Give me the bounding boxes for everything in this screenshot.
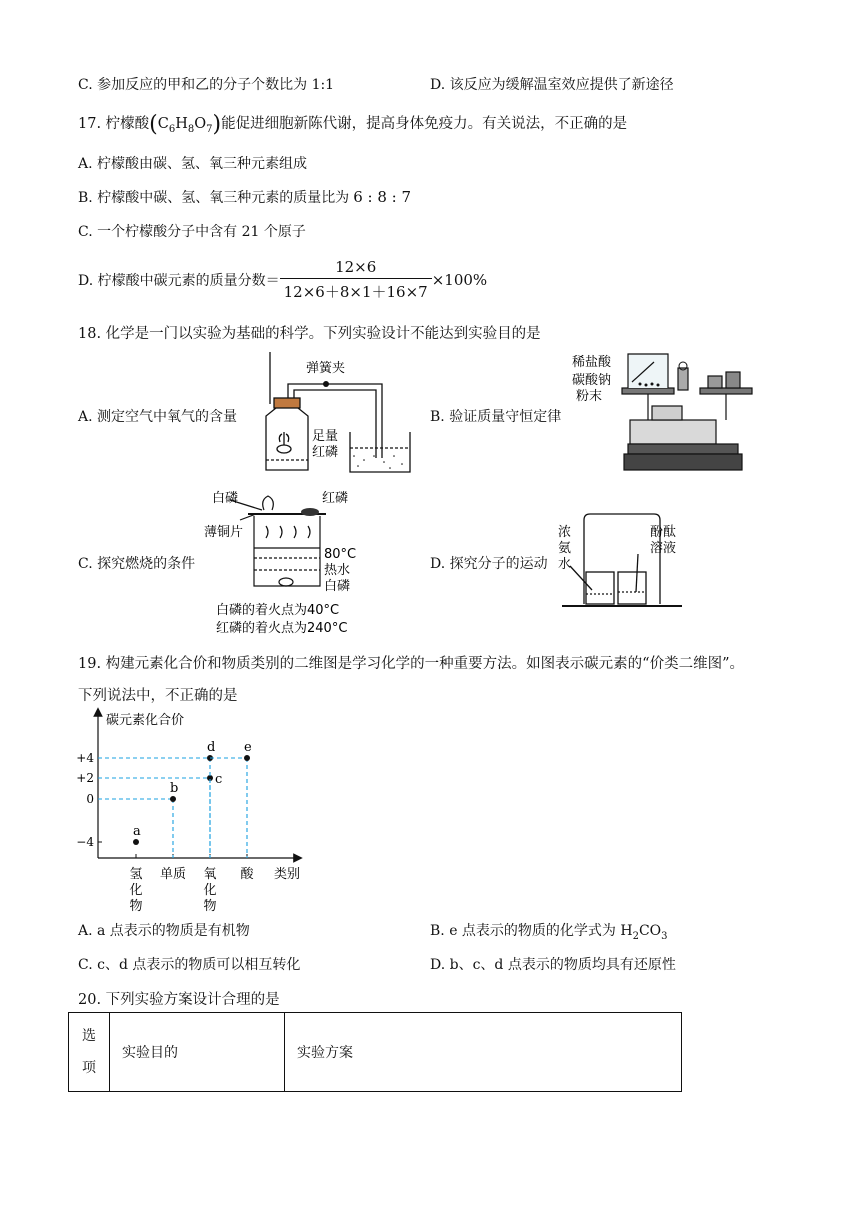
fig-c-note-2: 红磷的着火点为240°C xyxy=(216,621,348,636)
figure-molecule-motion xyxy=(556,510,686,610)
fig-b-powder-label-1: 碳酸钠 xyxy=(572,373,612,388)
q18-option-a: A. 测定空气中氧气的含量 xyxy=(78,409,238,425)
figure-balance xyxy=(568,348,758,478)
q19-stem-line-1: 19. 构建元素化合价和物质类别的二维图是学习化学的一种重要方法。如图表示碳元素的“价类二维图”。 xyxy=(78,656,744,672)
q19-option-b xyxy=(430,920,668,942)
q20-stem: 20. 下列实验方案设计合理的是 xyxy=(78,992,280,1008)
q17-stem-post: 能促进细胞新陈代谢，提高身体免疫力。有关说法，不正确的是 xyxy=(221,116,628,132)
chart-point-b xyxy=(170,796,176,802)
q17-option-a: A. 柠檬酸由碳、氢、氧三种元素组成 xyxy=(78,156,308,172)
fig-d-phenol-label-1: 酚酞 xyxy=(650,525,677,540)
chart-x-tick-label: 物 xyxy=(203,899,217,914)
q17-formula-close: ) xyxy=(212,112,222,137)
chart-y-tick-label: +2 xyxy=(76,771,94,785)
chart-point-label-c: c xyxy=(215,772,223,787)
chart-x-tick-label: 氧 xyxy=(203,867,217,882)
q17-formula: $C_6H_8O_7$ xyxy=(157,116,213,135)
q17-option-b xyxy=(78,187,411,207)
fig-d-phenol-label-2: 溶液 xyxy=(650,541,677,556)
chart-y-label: 碳元素化合价 xyxy=(106,713,185,728)
chart-x-tick-label: 化 xyxy=(129,883,143,898)
figure-oxygen-measurement xyxy=(254,352,414,482)
fig-c-white-p2-label: 白磷 xyxy=(324,579,351,594)
q17-option-c: C. 一个柠檬酸分子中含有 21 个原子 xyxy=(78,224,306,240)
chart-y-tick-label: −4 xyxy=(76,835,94,849)
fig-b-powder-label-2: 粉末 xyxy=(576,389,603,404)
q17-stem xyxy=(78,112,627,137)
q19-option-b-sub2: 3 xyxy=(661,930,668,942)
chart-point-e xyxy=(244,755,250,761)
q17-option-d-text: D. 柠檬酸中碳元素的质量分数＝ xyxy=(78,273,280,289)
fig-a-phosphorus-label-2: 红磷 xyxy=(312,445,339,460)
q18-stem: 18. 化学是一门以实验为基础的科学。下列实验设计不能达到实验目的是 xyxy=(78,326,541,342)
q19-option-b-mid: CO xyxy=(638,923,662,939)
chart-point-label-d: d xyxy=(207,740,216,755)
q17-stem-pre: 17. 柠檬酸 xyxy=(78,116,150,132)
q20-header-option-b: 项 xyxy=(82,1060,96,1076)
q20-header-purpose: 实验目的 xyxy=(110,1013,285,1092)
chart-x-tick-label: 物 xyxy=(129,899,143,914)
fig-c-temp-label: 80°C xyxy=(324,547,357,562)
fig-c-copper-label: 薄铜片 xyxy=(204,525,244,540)
q16-option-c: C. 参加反应的甲和乙的分子个数比为 1:1 xyxy=(78,77,335,93)
q17-option-b-ratio: 6 : 8 : 7 xyxy=(353,188,411,206)
q19-option-b-sub1: 2 xyxy=(632,930,639,942)
q18-option-b: B. 验证质量守恒定律 xyxy=(430,409,562,425)
q17-formula-open: ( xyxy=(149,112,158,137)
chart-point-a xyxy=(133,839,139,845)
chart-x-tick-label: 单质 xyxy=(159,867,187,882)
chart-x-tick-label: 化 xyxy=(203,883,217,898)
chart-x-tick-label: 酸 xyxy=(240,867,254,882)
fig-c-water-label: 热水 xyxy=(324,563,351,578)
q20-table xyxy=(68,1012,682,1092)
q17-option-d-post: ×100% xyxy=(431,271,488,289)
fig-d-ammonia-label-3: 水 xyxy=(558,557,572,572)
q18-option-d: D. 探究分子的运动 xyxy=(430,556,548,572)
chart-y-tick-label: +4 xyxy=(76,751,94,765)
q19-option-c: C. c、d 点表示的物质可以相互转化 xyxy=(78,957,301,973)
q19-stem-line-2: 下列说法中，不正确的是 xyxy=(78,688,238,704)
fig-b-acid-label: 稀盐酸 xyxy=(572,355,612,370)
chart-point-label-a: a xyxy=(133,824,141,839)
q19-option-d: D. b、c、d 点表示的物质均具有还原性 xyxy=(430,957,676,973)
table-row xyxy=(69,1013,682,1092)
chart-x-label: 类别 xyxy=(274,867,301,882)
q17-option-b-text: B. 柠檬酸中碳、氢、氧三种元素的质量比为 xyxy=(78,190,350,206)
q17-option-d xyxy=(78,258,487,302)
q17-fraction-denominator: 12×6＋8×1＋16×7 xyxy=(283,283,428,301)
chart-x-tick-label: 氢 xyxy=(129,867,143,882)
q17-fraction xyxy=(280,258,432,302)
q20-header-option-a: 选 xyxy=(82,1028,96,1044)
q17-fraction-numerator: 12×6 xyxy=(280,258,432,279)
q16-option-d: D. 该反应为缓解温室效应提供了新途径 xyxy=(430,77,674,93)
valence-category-chart xyxy=(76,706,316,914)
fig-a-clamp-label: 弹簧夹 xyxy=(306,361,346,376)
chart-point-label-e: e xyxy=(244,740,252,755)
fig-c-red-p-label: 红磷 xyxy=(322,491,349,506)
q20-header-plan: 实验方案 xyxy=(285,1013,682,1092)
q19-option-b-text: B. e 点表示的物质的化学式为 H xyxy=(430,923,633,939)
chart-y-tick-label: 0 xyxy=(86,792,94,806)
fig-d-ammonia-label-1: 浓 xyxy=(558,525,572,540)
fig-c-note-1: 白磷的着火点为40°C xyxy=(216,603,340,618)
fig-c-white-p-label: 白磷 xyxy=(212,491,239,506)
fig-d-ammonia-label-2: 氨 xyxy=(558,541,572,556)
q18-option-c: C. 探究燃烧的条件 xyxy=(78,556,196,572)
chart-point-label-b: b xyxy=(170,781,179,796)
q20-header-option xyxy=(69,1013,110,1092)
q19-option-a: A. a 点表示的物质是有机物 xyxy=(78,923,250,939)
figure-combustion xyxy=(200,486,380,640)
fig-a-phosphorus-label-1: 足量 xyxy=(312,429,339,444)
